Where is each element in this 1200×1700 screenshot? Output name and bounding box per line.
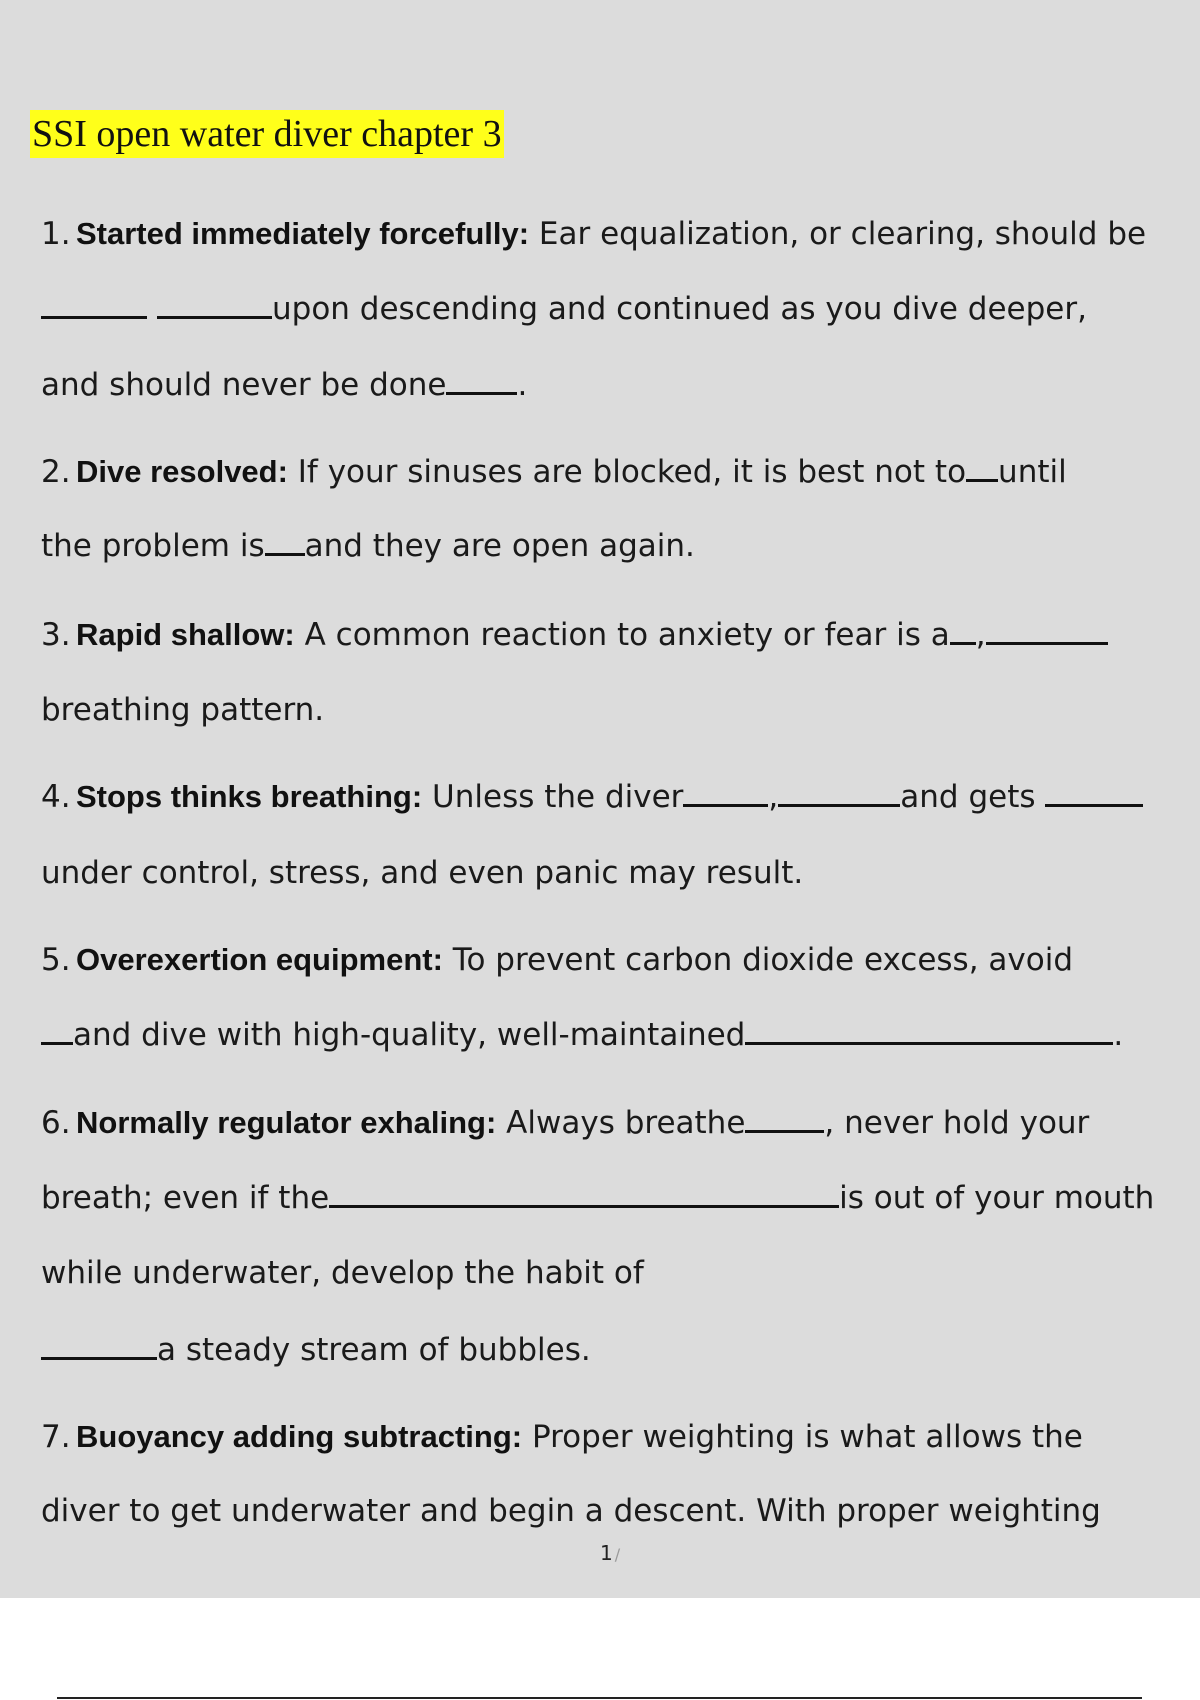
question-1-line-3 [41,365,527,405]
question-6-line-4 [41,1330,591,1370]
question-3-line-1 [41,615,1108,655]
question-text: a steady stream of bubbles. [157,1332,591,1368]
answer-blank [329,1181,839,1208]
question-7-line-1 [41,1417,1083,1457]
question-term: Normally regulator exhaling: [76,1105,497,1140]
question-text: Always breathe [496,1105,746,1141]
question-number: 5. [41,942,71,978]
question-term: Stops thinks breathing: [76,779,423,814]
question-4-line-1 [41,777,1143,817]
question-text: upon descending and continued as you dive deeper, [272,291,1087,327]
answer-blank [157,292,272,319]
question-text: diver to get underwater and begin a descent. With proper weighting [41,1493,1101,1529]
question-text: and dive with high-quality, well-maintained [73,1017,746,1053]
question-text: under control, stress, and even panic may result. [41,855,804,891]
question-text: breath; even if the [41,1180,330,1216]
question-5-line-1 [41,940,1073,980]
question-term: Dive resolved: [76,454,288,489]
answer-blank [446,368,517,395]
question-text: . [1113,1017,1124,1053]
question-3-line-2 [41,690,324,730]
question-number: 3. [41,617,71,653]
question-text: breathing pattern. [41,692,325,728]
question-6-line-2 [41,1178,1154,1218]
question-text: To prevent carbon dioxide excess, avoid [442,942,1074,978]
question-4-line-2 [41,853,803,893]
question-text: Proper weighting is what allows the [522,1419,1083,1455]
question-term: Overexertion equipment: [76,942,443,977]
document-title: SSI open water diver chapter 3 [30,110,504,158]
question-text: Ear equalization, or clearing, should be [529,216,1147,252]
question-number: 7. [41,1419,71,1455]
answer-blank [265,529,305,556]
answer-blank [745,1106,824,1133]
answer-blank [1045,780,1143,807]
question-number: 2. [41,454,71,490]
answer-blank [41,1018,73,1045]
question-text: and they are open again. [304,528,695,564]
answer-blank [950,618,976,645]
answer-blank [745,1018,1113,1045]
question-2-line-2 [41,526,695,566]
question-term: Rapid shallow: [76,617,295,652]
question-text: until [998,454,1067,490]
question-1-line-2 [41,289,1087,329]
question-6-line-1 [41,1103,1089,1143]
page-number [600,1541,620,1567]
page-number-value: 1 [600,1541,613,1565]
question-number: 4. [41,779,71,815]
answer-blank [683,780,768,807]
answer-blank [966,455,998,482]
question-5-line-2 [41,1015,1123,1055]
question-text: , [975,617,986,653]
answer-blank [986,618,1108,645]
question-6-line-3 [41,1253,644,1293]
question-7-line-2 [41,1491,1101,1531]
question-text: while underwater, develop the habit of [41,1255,644,1291]
question-text: the problem is [41,528,265,564]
question-1-line-1 [41,214,1146,254]
question-text: and should never be done [41,367,447,403]
question-text: . [517,367,528,403]
question-text: , [768,779,779,815]
answer-blank [41,1333,157,1360]
question-term: Started immediately forcefully: [76,216,530,251]
answer-blank [778,780,900,807]
question-number: 1. [41,216,71,252]
page-number-separator: / [614,1545,621,1564]
question-text: is out of your mouth [839,1180,1155,1216]
question-2-line-1 [41,452,1067,492]
question-text: , never hold your [824,1105,1090,1141]
question-number: 6. [41,1105,71,1141]
answer-blank [41,292,147,319]
question-text: A common reaction to anxiety or fear is a [294,617,950,653]
question-text: Unless the diver [422,779,684,815]
question-term: Buoyancy adding subtracting: [76,1419,523,1454]
question-text: If your sinuses are blocked, it is best not to [287,454,967,490]
question-text: and gets [900,779,1046,815]
next-page-rule [57,1697,1142,1699]
